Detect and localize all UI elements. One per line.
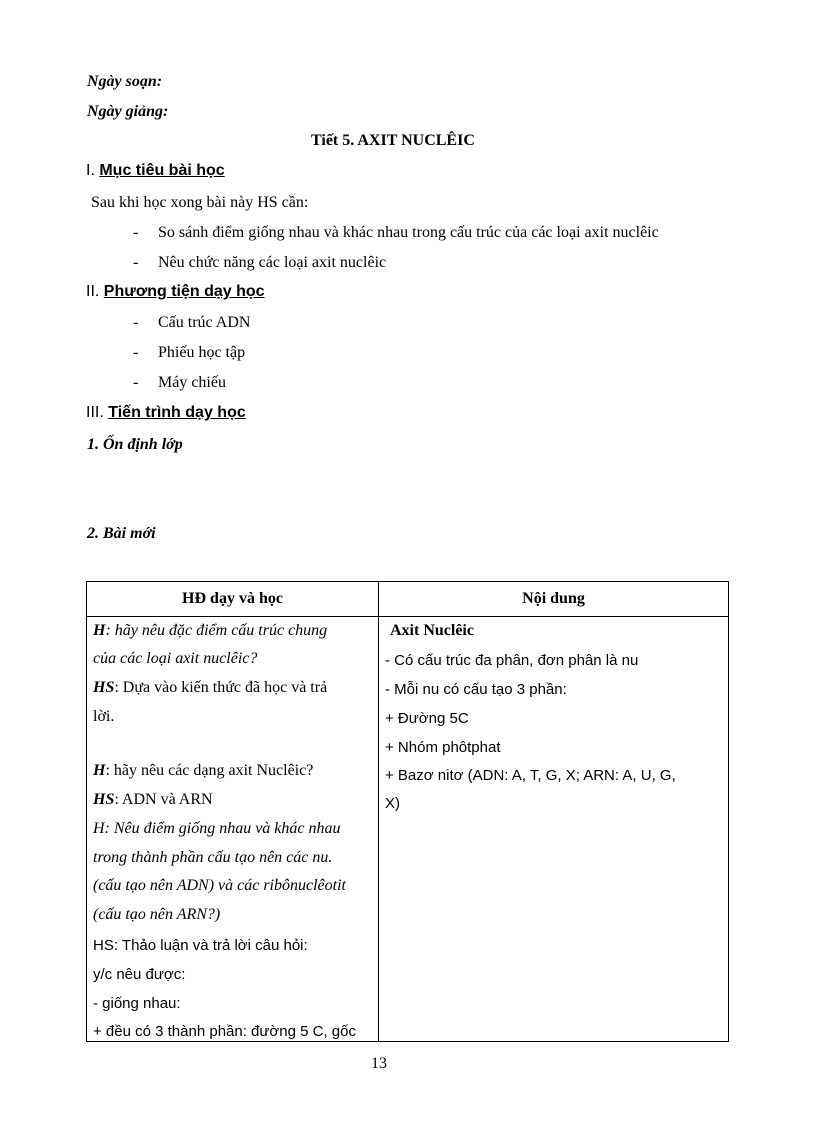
section3-heading — [86, 404, 246, 422]
answer-1-line-1 — [93, 679, 327, 697]
content-line-3: + Đường 5C — [385, 710, 469, 727]
table-header-row — [87, 582, 729, 617]
answer-text: : Dựa vào kiến thức đã học và trả — [114, 679, 328, 696]
answer-label: HS — [93, 791, 115, 808]
question-3-line-1: H: Nêu điểm giống nhau và khác nhau — [93, 820, 341, 837]
table-row — [87, 617, 729, 1042]
question-1-line-2: của các loại axit nuclêic? — [93, 650, 258, 667]
question-text: : hãy nêu đặc điểm cấu trúc chung — [105, 622, 328, 639]
section2-item-3: Máy chiếu — [158, 374, 226, 391]
question-label: H — [93, 622, 106, 639]
section1-heading — [86, 162, 225, 180]
bullet-dash: - — [133, 224, 139, 241]
bullet-dash: - — [133, 254, 139, 271]
content-line-5: + Bazơ nitơ (ADN: A, T, G, X; ARN: A, U, G, — [385, 767, 676, 784]
bullet-dash: - — [133, 374, 139, 391]
content-line-1: - Có cấu trúc đa phân, đơn phân là nu — [385, 652, 639, 669]
section1-number: I. — [86, 162, 95, 179]
date-taught-label: Ngày giảng: — [87, 103, 169, 120]
section3-title: Tiến trình dạy học — [108, 404, 246, 421]
answer-3-line-2: y/c nêu được: — [93, 966, 186, 983]
question-3-line-4: (cấu tạo nên ARN?) — [93, 906, 221, 923]
table-header-activities: HĐ dạy và học — [87, 582, 379, 617]
answer-2 — [93, 791, 213, 809]
content-line-6: X) — [385, 795, 400, 812]
bullet-dash: - — [133, 344, 139, 361]
answer-label: HS — [93, 679, 115, 696]
section1-title: Mục tiêu bài học — [99, 162, 225, 179]
bullet-dash: - — [133, 314, 139, 331]
content-title: Axit Nuclêic — [390, 622, 474, 639]
section2-item-2: Phiếu học tập — [158, 344, 246, 361]
answer-3-line-3: - giống nhau: — [93, 995, 181, 1012]
section2-item-1: Cấu trúc ADN — [158, 314, 251, 331]
page-number: 13 — [371, 1055, 387, 1072]
question-3-line-2: trong thành phần cấu tạo nên các nu. — [93, 849, 333, 866]
lesson-table — [86, 581, 729, 1042]
answer-3-line-4: + đều có 3 thành phần: đường 5 C, gốc — [93, 1023, 356, 1040]
section1-intro: Sau khi học xong bài này HS cần: — [91, 194, 309, 211]
content-line-2: - Mỗi nu có cấu tạo 3 phần: — [385, 681, 567, 698]
answer-text: : ADN và ARN — [114, 791, 213, 808]
question-3-line-3: (cấu tạo nên ADN) và các ribônuclêotit — [93, 877, 346, 894]
question-1-line-1 — [93, 622, 327, 640]
table-header-content: Nội dung — [379, 582, 729, 617]
answer-3-line-1: HS: Thảo luận và trả lời câu hỏi: — [93, 937, 308, 954]
question-label: H — [93, 762, 106, 779]
activities-cell — [87, 617, 379, 1042]
section1-item-1: So sánh điểm giống nhau và khác nhau trong cấu trúc của các loại axit nuclêic — [158, 224, 659, 241]
section2-title: Phương tiện dạy học — [103, 283, 265, 300]
section1-item-2: Nêu chức năng các loại axit nuclêic — [158, 254, 387, 271]
question-2 — [93, 762, 313, 780]
section2-heading — [86, 283, 265, 301]
content-line-4: + Nhóm phôtphat — [385, 739, 501, 756]
subsection-new-lesson: 2. Bài mới — [87, 525, 156, 542]
subsection-class-stabilization: 1. Ổn định lớp — [87, 436, 183, 453]
date-prepared-label: Ngày soạn: — [87, 73, 163, 90]
answer-1-line-2: lời. — [93, 708, 115, 725]
question-text: : hãy nêu các dạng axit Nuclêic? — [105, 762, 314, 779]
lesson-title: Tiết 5. AXIT NUCLÊIC — [311, 132, 475, 149]
section2-number: II. — [86, 283, 100, 300]
section3-number: III. — [86, 404, 104, 421]
content-cell — [379, 617, 729, 1042]
